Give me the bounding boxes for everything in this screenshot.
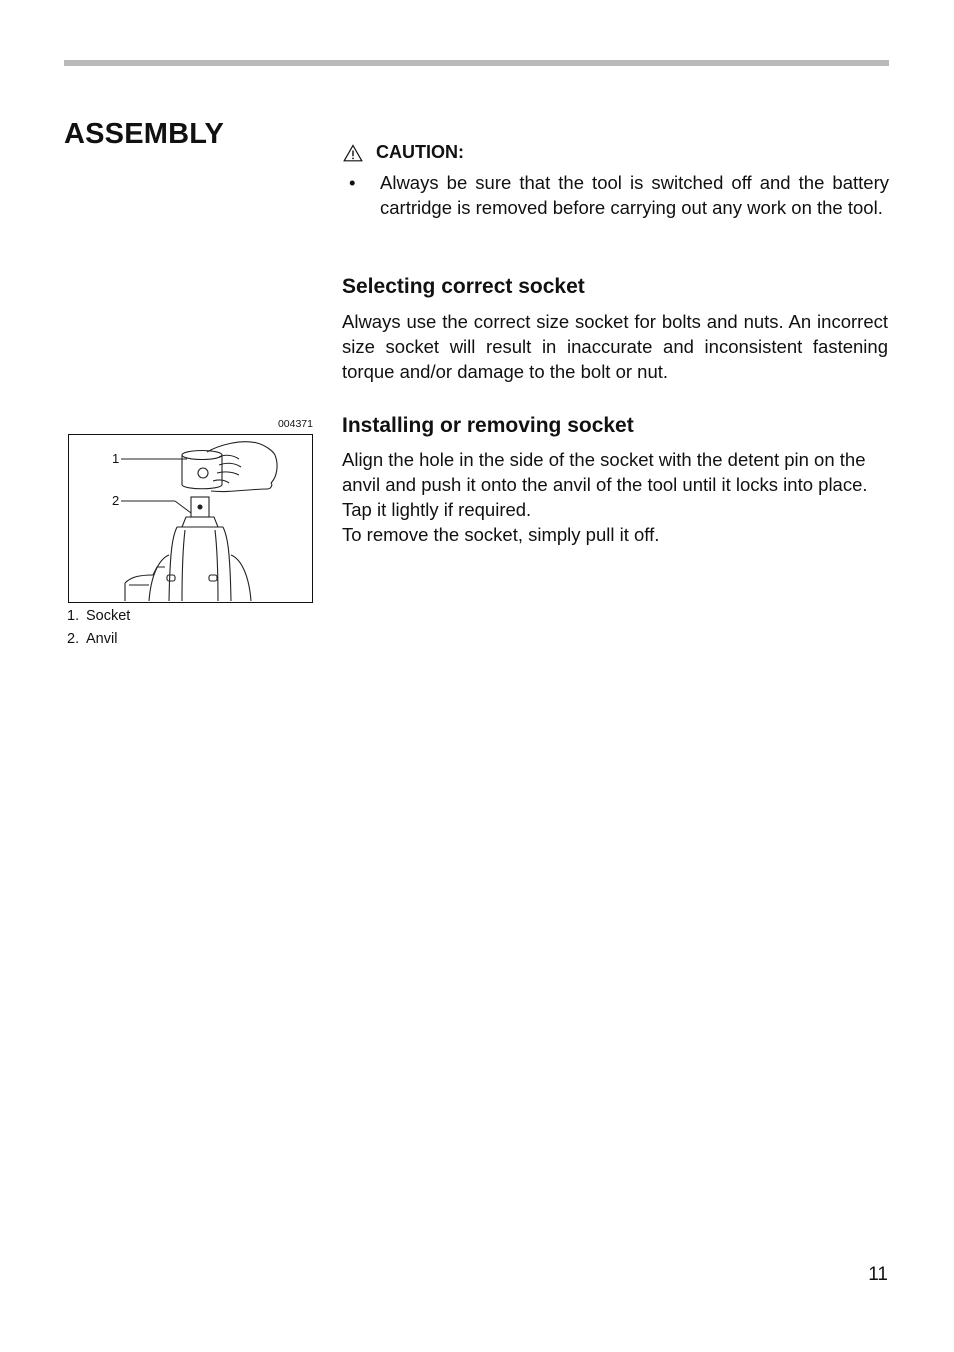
caution-heading: [343, 142, 464, 163]
legend-item: [67, 605, 130, 628]
socket-figure: [68, 434, 313, 603]
callout-1: 1: [112, 451, 120, 466]
warning-triangle-icon: [343, 144, 363, 162]
selecting-socket-heading: Selecting correct socket: [342, 275, 585, 298]
callout-2: 2: [112, 493, 120, 508]
caution-bullet: [349, 170, 889, 220]
top-rule: [64, 60, 889, 66]
caution-bullet-text: Always be sure that the tool is switched off and the battery cartridge is removed before carrying out any work on the tool.: [380, 172, 889, 218]
selecting-socket-body: Always use the correct size socket for bolts and nuts. An incorrect size socket will result in inaccurate and inconsistent fastening torque and/or damage to the bolt or nut.: [342, 311, 888, 382]
removing-socket-body: To remove the socket, simply pull it off.: [342, 524, 660, 545]
legend-item: [67, 628, 130, 651]
legend-label: Socket: [86, 608, 131, 624]
page-number: 11: [868, 1264, 888, 1285]
section-title: ASSEMBLY: [64, 118, 225, 150]
figure-legend: [67, 605, 130, 651]
bullet-dot: •: [349, 172, 356, 193]
caution-label: CAUTION:: [376, 142, 464, 162]
installing-socket-heading: Installing or removing socket: [342, 414, 634, 437]
installing-socket-body: Align the hole in the side of the socket with the detent pin on the anvil and push it onto the anvil of the tool until it locks into place. Tap it lightly if required.: [342, 449, 868, 520]
legend-num: 1.: [67, 608, 80, 624]
legend-num: 2.: [67, 631, 80, 647]
legend-label: Anvil: [86, 631, 118, 647]
socket-anvil-illustration: [69, 435, 311, 601]
figure-code: 004371: [277, 418, 313, 430]
